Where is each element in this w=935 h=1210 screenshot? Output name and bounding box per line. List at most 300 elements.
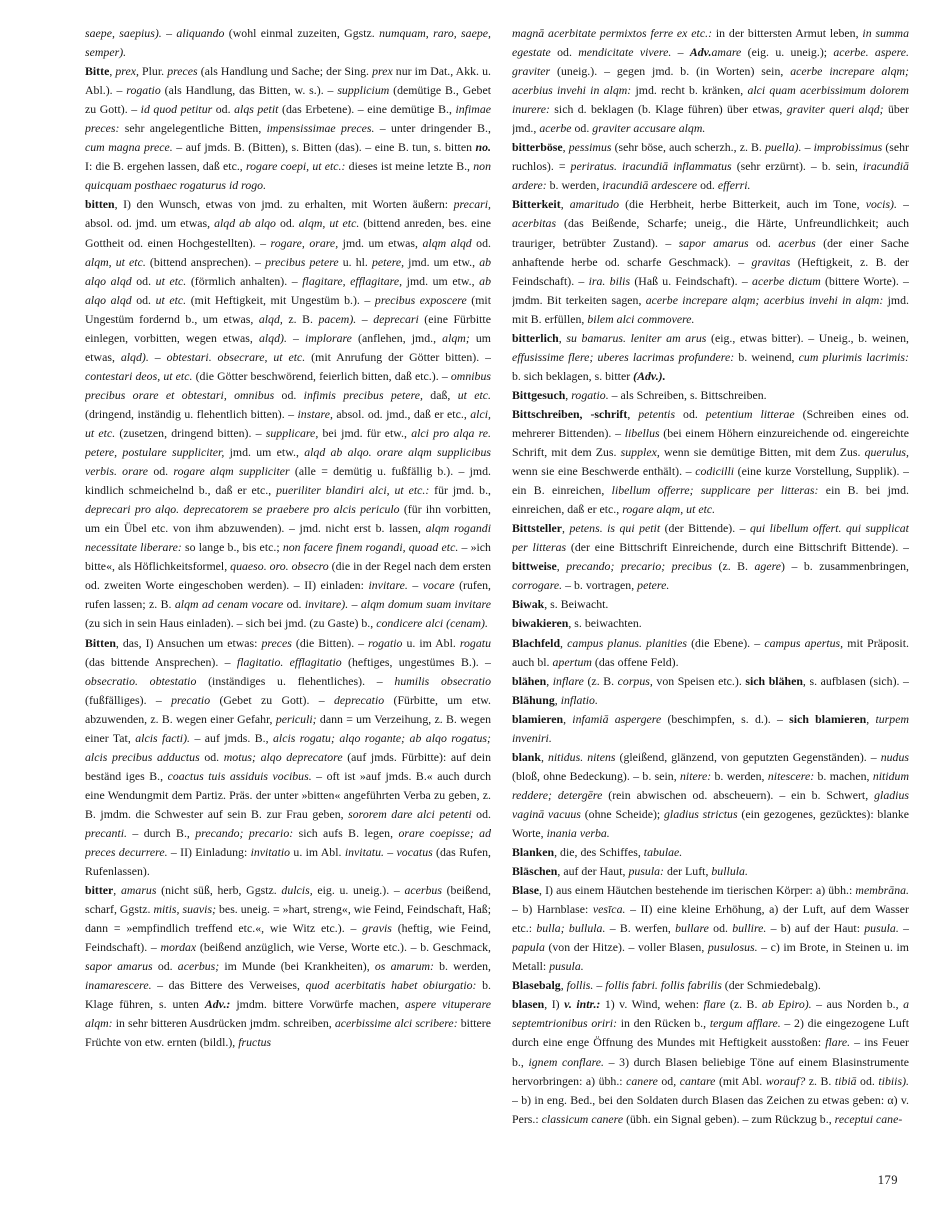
german-text: jmd. um etwas, (338, 235, 423, 250)
latin-text: acerbus (404, 883, 442, 898)
latin-text: tibiis). (878, 1073, 909, 1088)
german-text: so lange b., bis etc.; (181, 540, 283, 555)
latin-text: non quicquam posthaec rogaturus id rogo. (85, 159, 491, 193)
german-text: (gleißend, glänzend, von geputzten Gegenständen). – (615, 749, 881, 764)
latin-text: alqd, (258, 311, 283, 326)
latin-text: humilis obsecratio (394, 673, 491, 688)
latin-text: mitis, suavis; (153, 902, 217, 917)
latin-text: obtestari. obsecrare, ut etc. (166, 349, 306, 364)
german-text: daß, (423, 387, 458, 402)
latin-text: vocis). (865, 197, 897, 212)
headword-text: Blachfeld (512, 635, 561, 650)
german-text: b. Klage führen, s. unten (85, 978, 491, 1012)
latin-text: efferri. (717, 178, 751, 193)
german-text: – (898, 921, 909, 936)
dictionary-entry (512, 519, 909, 595)
german-text: , I) aus einem Häutchen bestehende im tierischen Körper: a) übh.: (538, 883, 856, 898)
german-text: (z. B. (712, 559, 755, 574)
german-text: – (356, 311, 374, 326)
latin-text: canere (626, 1073, 658, 1088)
german-text: (eig., etwas bitter). – Uneig., b. weinen, (706, 330, 909, 345)
latin-text: libellum offerre; supplicare per litteras: (611, 483, 819, 498)
dictionary-entry (512, 976, 909, 995)
latin-text: apertum (552, 654, 592, 669)
latin-text: corrogare. (512, 578, 563, 593)
german-text: (der eine Bittschrift Einreichende, durch eine Bittschrift Bittende). – (566, 540, 909, 555)
headword-text: Bittschreiben, -schrift (512, 406, 628, 421)
german-text: (zu sich in sein Haus einladen). – sich bei jmd. (zu Gaste) b., (85, 616, 377, 631)
headword-text: sich blähen (745, 673, 803, 688)
headword-text: Bittgesuch (512, 387, 566, 402)
dictionary-entry (85, 634, 491, 882)
headword-text: Blasebalg (512, 978, 561, 993)
german-text: u. im Abl. (290, 845, 345, 860)
latin-text: inflare (552, 673, 584, 688)
latin-text: numquam, raro, saepe, semper). (85, 26, 491, 60)
german-text: jmd. um etw., (402, 273, 480, 288)
latin-text: petere. (637, 578, 670, 593)
german-text: u. im Abl. (402, 635, 460, 650)
latin-text: ab alqo alqd (85, 273, 491, 307)
latin-text: alqm ad cenam vocare (174, 597, 284, 612)
latin-text: inamarescere. (85, 978, 152, 993)
latin-text: cum plurimis lacrimis: (798, 349, 909, 364)
latin-text: implorare (304, 330, 352, 345)
latin-text: contestari deos, ut etc. (85, 368, 193, 383)
german-text: mit Präposit. auch bl. (512, 635, 909, 669)
dictionary-entry (512, 329, 909, 386)
german-text: (mit Anrufung der Götter bitten). – (305, 349, 491, 364)
dictionary-entry (512, 634, 909, 672)
german-text: , I) den Wunsch, etwas von jmd. zu erhalten, mit Worten äußern: (114, 197, 454, 212)
german-text: (beißend, scharf, Ggstz. (85, 883, 491, 917)
german-text: (bittend ansprechen). – (145, 254, 266, 269)
latin-text: gravitas (751, 254, 791, 269)
latin-text: pusula. (549, 959, 584, 974)
latin-text: mendicitate vivere. (578, 45, 672, 60)
german-text: , (560, 635, 568, 650)
german-text: (förmlich anhalten). – (186, 273, 303, 288)
german-text: (mit Heftigkeit, mit Ungestüm b.). – (186, 292, 375, 307)
german-text: – (383, 845, 397, 860)
latin-text: ignem conflare. (528, 1054, 605, 1069)
german-text: über jmd., (512, 102, 909, 136)
german-text: (der einer Sache anhaftende herbe od. scharfe Geschmack). – (512, 235, 909, 269)
latin-text: alqs petit (234, 102, 279, 117)
dictionary-entry (512, 386, 909, 405)
german-text: – (671, 45, 690, 60)
dictionary-entry (512, 862, 909, 881)
latin-text: gravis (362, 921, 392, 936)
headword-text: Blähung (512, 692, 555, 707)
german-text: (ohne Scheide); (580, 806, 664, 821)
german-text: , (560, 197, 570, 212)
latin-text: flare. (825, 1035, 851, 1050)
latin-text: omnibus precibus orare et obtestari, omnibus (85, 368, 491, 402)
page-number: 179 (877, 1173, 898, 1187)
german-text: – ins Feuer b., (512, 1035, 909, 1069)
latin-text: campus planus. planities (567, 635, 687, 650)
german-text: , das, I) Ansuchen um etwas: (115, 635, 262, 650)
german-text: (anflehen, jmd., (351, 330, 443, 345)
german-text: absol. od. jmd., daß er etc., (332, 406, 471, 421)
latin-text: acerbissime alci scribere: (334, 1016, 458, 1031)
german-text: z. B. (805, 1073, 835, 1088)
latin-text: precibus petere (265, 254, 339, 269)
latin-text: tibiā (834, 1073, 857, 1088)
german-text: , (558, 330, 567, 345)
german-text: , (109, 64, 116, 79)
latin-text: rogatu (459, 635, 491, 650)
german-text: (das Rufen, Rufenlassen). (85, 845, 491, 879)
german-text: in den Rücken b., (617, 1016, 710, 1031)
german-text: Plur. (138, 64, 168, 79)
german-text: od. (697, 178, 718, 193)
german-text: , (554, 692, 561, 707)
german-text: , auf der Haut, (557, 864, 629, 879)
german-text: (beschimpfen, s. d.). – (661, 711, 790, 726)
latin-text: acerbe dictum (752, 273, 821, 288)
german-text: (das offene Feld). (591, 654, 679, 669)
german-text: absol. od. jmd. um etwas, (85, 216, 215, 231)
german-text: – (161, 26, 177, 40)
latin-text: acerbe increpare alqm; acerbius invehi in alqm: (512, 64, 909, 98)
latin-text: ira. bilis (588, 273, 631, 288)
latin-text: papula (512, 940, 545, 955)
latin-text: bulla; bullula. (536, 921, 606, 936)
german-text: sich d. beklagen (b. Klage führen) über etwas, (549, 102, 787, 117)
dictionary-entry (512, 672, 909, 710)
latin-text: in summa egestate (512, 26, 909, 60)
german-text: in sehr bitteren Ausdrücken jmdm. schreiben, (112, 1016, 335, 1031)
latin-text: precando; precario; precibus (566, 559, 713, 574)
latin-text: graviter queri alqd; (786, 102, 884, 117)
latin-text: precando; precario: (195, 825, 294, 840)
german-text: b. weinend, (734, 349, 799, 364)
german-text: I: die B. ergehen lassen, daß etc., (85, 159, 246, 174)
german-text: (sehr ruchlos). = (512, 140, 909, 174)
german-text: (die Bitten). – (291, 635, 369, 650)
dictionary-entry (512, 843, 909, 862)
german-text: (dringend, inständig u. flehentlich bitten). – (85, 406, 298, 421)
german-text: (der Bittende). – (660, 521, 750, 536)
dictionary-entry (85, 195, 491, 633)
latin-text: invitatu. (344, 845, 384, 860)
latin-text: ut etc. (155, 273, 187, 288)
german-text: nur im Dat., Akk. u. Abl.). – (85, 64, 491, 98)
dictionary-entry (512, 24, 909, 138)
german-text: (Gebet zu Gott). – (210, 692, 334, 707)
latin-text: prex (372, 64, 393, 79)
german-text: jmd. um etw., (404, 254, 480, 269)
latin-text: turpem inveniri. (512, 711, 909, 745)
latin-text: inania verba. (546, 825, 610, 840)
latin-text: gladius strictus (664, 806, 738, 821)
german-text: in der bittersten Armut leben, (712, 26, 863, 40)
latin-text: follis. (566, 978, 594, 993)
german-text: od. (471, 806, 491, 821)
german-text: od. (571, 121, 593, 136)
german-text: (beißend anzüglich, wie Verse, Worte etc.). – b. Geschmack, (196, 940, 491, 955)
latin-text: vocatus (396, 845, 433, 860)
german-text: , die, des Schiffes, (554, 845, 644, 860)
latin-text: fructus (238, 1035, 272, 1050)
headword-text: bitten (85, 197, 115, 212)
latin-text: effusissime flere; uberes lacrimas profundere: (512, 349, 735, 364)
dictionary-entry (512, 195, 909, 328)
german-text: b. werden, (546, 178, 603, 193)
latin-text: petentium litterae (705, 406, 795, 421)
german-text: dann = um Verzeihung, z. B. wegen einer Tat, (85, 711, 491, 745)
latin-text: petens. is qui petit (569, 521, 661, 536)
latin-text: nudus (880, 749, 909, 764)
german-text: (der Schmiedebalg). (721, 978, 821, 993)
latin-text: flagitatio. efflagitatio (236, 654, 342, 669)
german-text: im Munde (bei Krankheiten), (219, 959, 375, 974)
german-text: b. sich beklagen, s. bitter (512, 368, 634, 383)
german-text: (bittere Worte). – jmdm. Bit terkeiten sagen, (512, 273, 909, 307)
latin-text: instare, (297, 406, 333, 421)
german-text: – c) im Brote, in Steinen u. im Metall: (512, 940, 909, 974)
latin-text: quod acerbitatis habet obiurgatio: (305, 978, 477, 993)
latin-text: ut etc. (155, 292, 187, 307)
german-text: (bittend anreden, bes. eine Gottheit od. einen Hochgestellten). – (85, 216, 491, 250)
german-text: od. (199, 749, 224, 764)
german-text: – als Schreiben, s. Bittschreiben. (608, 387, 767, 402)
german-text: , I) (544, 997, 565, 1012)
latin-text: amarus (120, 883, 157, 898)
latin-text: infamiā aspergere (572, 711, 662, 726)
german-text: sich aufs B. legen, (293, 825, 399, 840)
german-text: ) – b. zusammenbringen, (781, 559, 909, 574)
latin-text: rogatio (126, 83, 161, 98)
latin-text: nitere: (680, 768, 712, 783)
latin-text: bullula. (711, 864, 748, 879)
latin-text: nitidus. nitens (547, 749, 616, 764)
german-text: (die Götter beschwörend, feierlich bitten, daß etc.). – (192, 368, 451, 383)
latin-text: alci pro alqa re. petere, postulare suppliciter, (85, 425, 491, 460)
german-text: (eine kurze Vorstellung, Supplik). – ein B. einreichen, (512, 464, 909, 498)
german-text: od. (748, 235, 779, 250)
german-text: – b) Harnblase: (512, 902, 593, 917)
german-text: (sehr erzürnt). – b. sein, (731, 159, 863, 174)
latin-text: worauf? (765, 1073, 806, 1088)
latin-text: pacem). (318, 311, 357, 326)
german-text: (mit Abl. (715, 1073, 766, 1088)
latin-text: acerbe increpare alqm; acerbius invehi in alqm: (645, 292, 884, 307)
german-text: , s. beiwachten. (568, 616, 642, 631)
german-text: , (113, 883, 121, 898)
left-column (85, 24, 491, 1053)
german-text: – (801, 140, 814, 155)
german-text: , (560, 978, 567, 993)
headword-text: blank (512, 749, 541, 764)
latin-text: iracundiā ardescere (602, 178, 698, 193)
latin-text: tergum afflare. (709, 1016, 781, 1031)
german-text: (Fürbitte, um etw. abzuwenden, z. B. wegen einer Gefahr, (85, 692, 491, 726)
latin-text: coactus tuis assiduis vocibus. (167, 768, 312, 783)
latin-text: condicere alci (cenam). (376, 616, 488, 631)
latin-text: receptui cane- (834, 1111, 903, 1126)
german-text: b. werden, (711, 768, 768, 783)
latin-text: invitatio (250, 845, 291, 860)
german-text: (die in der Regel nach dem ersten od. zweiten Worte eingeschoben werden). – II) einladen: (85, 559, 491, 593)
latin-text: rogare coepi, ut etc.: (245, 159, 346, 174)
german-text: (mit Ungestüm fordernd b., um etwas, (85, 292, 491, 326)
german-text: od. (212, 102, 235, 117)
latin-text: petere, (371, 254, 405, 269)
latin-text: alqm rogandi necessitate liberare: (85, 521, 491, 555)
latin-text: magnā acerbitate permixtos ferre ex etc.: (512, 26, 713, 40)
german-text: (rein abwischen od. abscheuern). – ein b. Schwert, (602, 787, 875, 802)
latin-text: infimis precibus petere, (303, 387, 423, 402)
latin-text: su bamarus. leniter am arus (566, 330, 707, 345)
latin-text: rogatio (368, 635, 403, 650)
dictionary-entry (512, 614, 909, 633)
german-text: (für ihn vorbitten, um ein Übel etc. von ihm abzuwenden). – jmd. nicht erst b. lassen, (85, 502, 491, 536)
latin-text: alci, ut etc. (85, 406, 491, 440)
latin-text: acerbus; (177, 959, 220, 974)
german-text: (rufen, rufen lassen; z. B. (85, 578, 491, 612)
german-text: (bei einem Höhern einzureichende od. eingereichte Schrift, mit dem Zus. (512, 425, 909, 460)
german-text: – auf jmds. B. (Bitten), s. Bitten (das). – eine B. tun, s. bitten (172, 140, 476, 155)
latin-text: graviter accusare alqm. (592, 121, 706, 136)
german-text: (die Ebene). – (686, 635, 765, 650)
latin-text: gladius vaginā vacuus (512, 787, 909, 821)
german-text: , (546, 673, 553, 688)
german-text: od. (283, 597, 305, 612)
latin-text: alcis facti). (135, 730, 191, 745)
german-text: jmd. recht b. kränken, (631, 83, 748, 98)
right-column (512, 24, 909, 1129)
latin-text: codicilli (695, 464, 735, 479)
headword-text: bitterlich (512, 330, 559, 345)
german-text: (das Beißende, Scharfe; uneig., die Härte, Unfreundlichkeit; auch trauriger, betrübter Zustand). – (512, 216, 909, 250)
latin-text: corpus, (617, 673, 653, 688)
german-text: , (866, 711, 876, 726)
latin-text: rogatio. (571, 387, 609, 402)
german-text: – b) in eng. Bed., bei den Soldaten durch Blasen das Zeichen zu etwas geben: α) v. Pers.: (512, 1092, 909, 1126)
latin-text: deprecari pro alqo. deprecatorem se praebere pro alcis periculo (85, 502, 400, 517)
latin-text: aliquando (176, 26, 225, 40)
latin-text: mordax (160, 940, 197, 955)
latin-text: rogare alqm suppliciter (173, 464, 290, 479)
german-text: (fußfälliges). – (85, 692, 172, 707)
german-text: 1) v. Wind, wehen: (600, 997, 704, 1012)
german-text: – b) auf der Haut: (766, 921, 865, 936)
latin-text: pueriliter blandiri alci, ut etc.: (276, 483, 430, 498)
german-text: sehr angelegentliche Bitten, (119, 121, 267, 136)
latin-text: id quod petitur (140, 102, 213, 117)
german-text: , (627, 406, 639, 421)
latin-text: dulcis, (281, 883, 313, 898)
latin-text: alqm, ut etc. (298, 216, 360, 231)
latin-text: pessimus (568, 140, 612, 155)
latin-text: alqm alqd (422, 235, 472, 250)
latin-text: os amarum: (374, 959, 434, 974)
headword-text: blähen (512, 673, 547, 688)
german-text: – B. werfen, (605, 921, 676, 936)
german-text: (demütige B., Gebet zu Gott). – (85, 83, 491, 117)
latin-text: impensissimae preces. (266, 121, 375, 136)
latin-text: infimae preces: (85, 102, 491, 136)
latin-text: periratus. iracundiā inflammatus (570, 159, 732, 174)
headword-text: Bitten (85, 635, 116, 650)
german-text: (z. B. (725, 997, 762, 1012)
headword-text: sich blamieren (789, 711, 867, 726)
german-text: , (563, 711, 573, 726)
german-text: – unter dringender B., (374, 121, 491, 136)
latin-text: periculi; (275, 711, 317, 726)
headword-text: Bläschen (512, 864, 558, 879)
german-text: , (562, 521, 570, 536)
latin-text: alqm domum suam invitare (360, 597, 491, 612)
latin-text: rogare alqm, ut etc. (622, 502, 716, 517)
german-text: – b. vortragen, (562, 578, 638, 593)
latin-text: pusulosus. (707, 940, 758, 955)
latin-text: querulus, (864, 445, 909, 460)
dictionary-entry (85, 24, 491, 62)
latin-text: amare (711, 45, 742, 60)
latin-text: bilem alci commovere. (587, 311, 695, 326)
german-text: (heftig, wie Feind, Feindschaft). – (85, 921, 491, 955)
latin-text: acerbe. aspere. graviter (512, 45, 909, 79)
latin-text: deprecatio (333, 692, 385, 707)
german-text: od. (856, 1073, 879, 1088)
german-text: od. (131, 273, 156, 288)
german-text: , (540, 749, 548, 764)
german-text: wenn sie demütige Bitten, mit dem Zus. (659, 445, 865, 460)
latin-text: supplicium (337, 83, 390, 98)
latin-text: preces (261, 635, 292, 650)
latin-text: sororem dare alci petenti (348, 806, 472, 821)
latin-text: qui libellum offert. qui supplicat per litteras (512, 521, 909, 555)
german-text: (die Herbheit, herbe Bitterkeit, auch im Tone, (619, 197, 866, 212)
german-text: (heftiges, ungestümes B.). – (341, 654, 491, 669)
dictionary-entry (512, 138, 909, 195)
dictionary-entry (512, 748, 909, 843)
headword-text: bitterböse (512, 140, 563, 155)
german-text: (ein gezogenes, gezücktes): blanke Worte, (512, 806, 909, 840)
dictionary-entry (512, 995, 909, 1128)
german-text: jmdm. bittere Vorwürfe machen, (230, 997, 406, 1012)
headword-text: bitter (85, 883, 114, 898)
latin-text: nitidum reddere; detergēre (512, 768, 909, 802)
latin-text: follis fabri. follis fabrilis (605, 978, 722, 993)
german-text: (uneig.). – gegen jmd. b. (in Worten) sein, (550, 64, 791, 79)
german-text: (als Handlung, das Bitten, w. s.). – (160, 83, 338, 98)
german-text: (von der Hitze). – voller Blasen, (544, 940, 708, 955)
headword-text: blamieren (512, 711, 564, 726)
german-text: der Luft, (664, 864, 712, 879)
german-text: eig. u. uneig.). – (312, 883, 405, 898)
headword-text: no. (475, 140, 491, 155)
german-text: – (407, 578, 423, 593)
latin-text: sapor amarus (678, 235, 749, 250)
german-text: z. B. (282, 311, 319, 326)
latin-text: cum magna prece. (85, 140, 173, 155)
latin-text: iracundiā ardere: (512, 159, 909, 193)
latin-text: vocare (422, 578, 455, 593)
headword-text: Adv.: (204, 997, 231, 1012)
german-text: od. (471, 235, 491, 250)
german-text: – aus Norden b., (811, 997, 904, 1012)
dictionary-entry (512, 710, 909, 748)
german-text: (Haß u. Feindschaft). – (630, 273, 753, 288)
headword-text: biwakieren (512, 616, 569, 631)
latin-text: improbissimus (813, 140, 883, 155)
latin-text: libellus (624, 425, 660, 440)
